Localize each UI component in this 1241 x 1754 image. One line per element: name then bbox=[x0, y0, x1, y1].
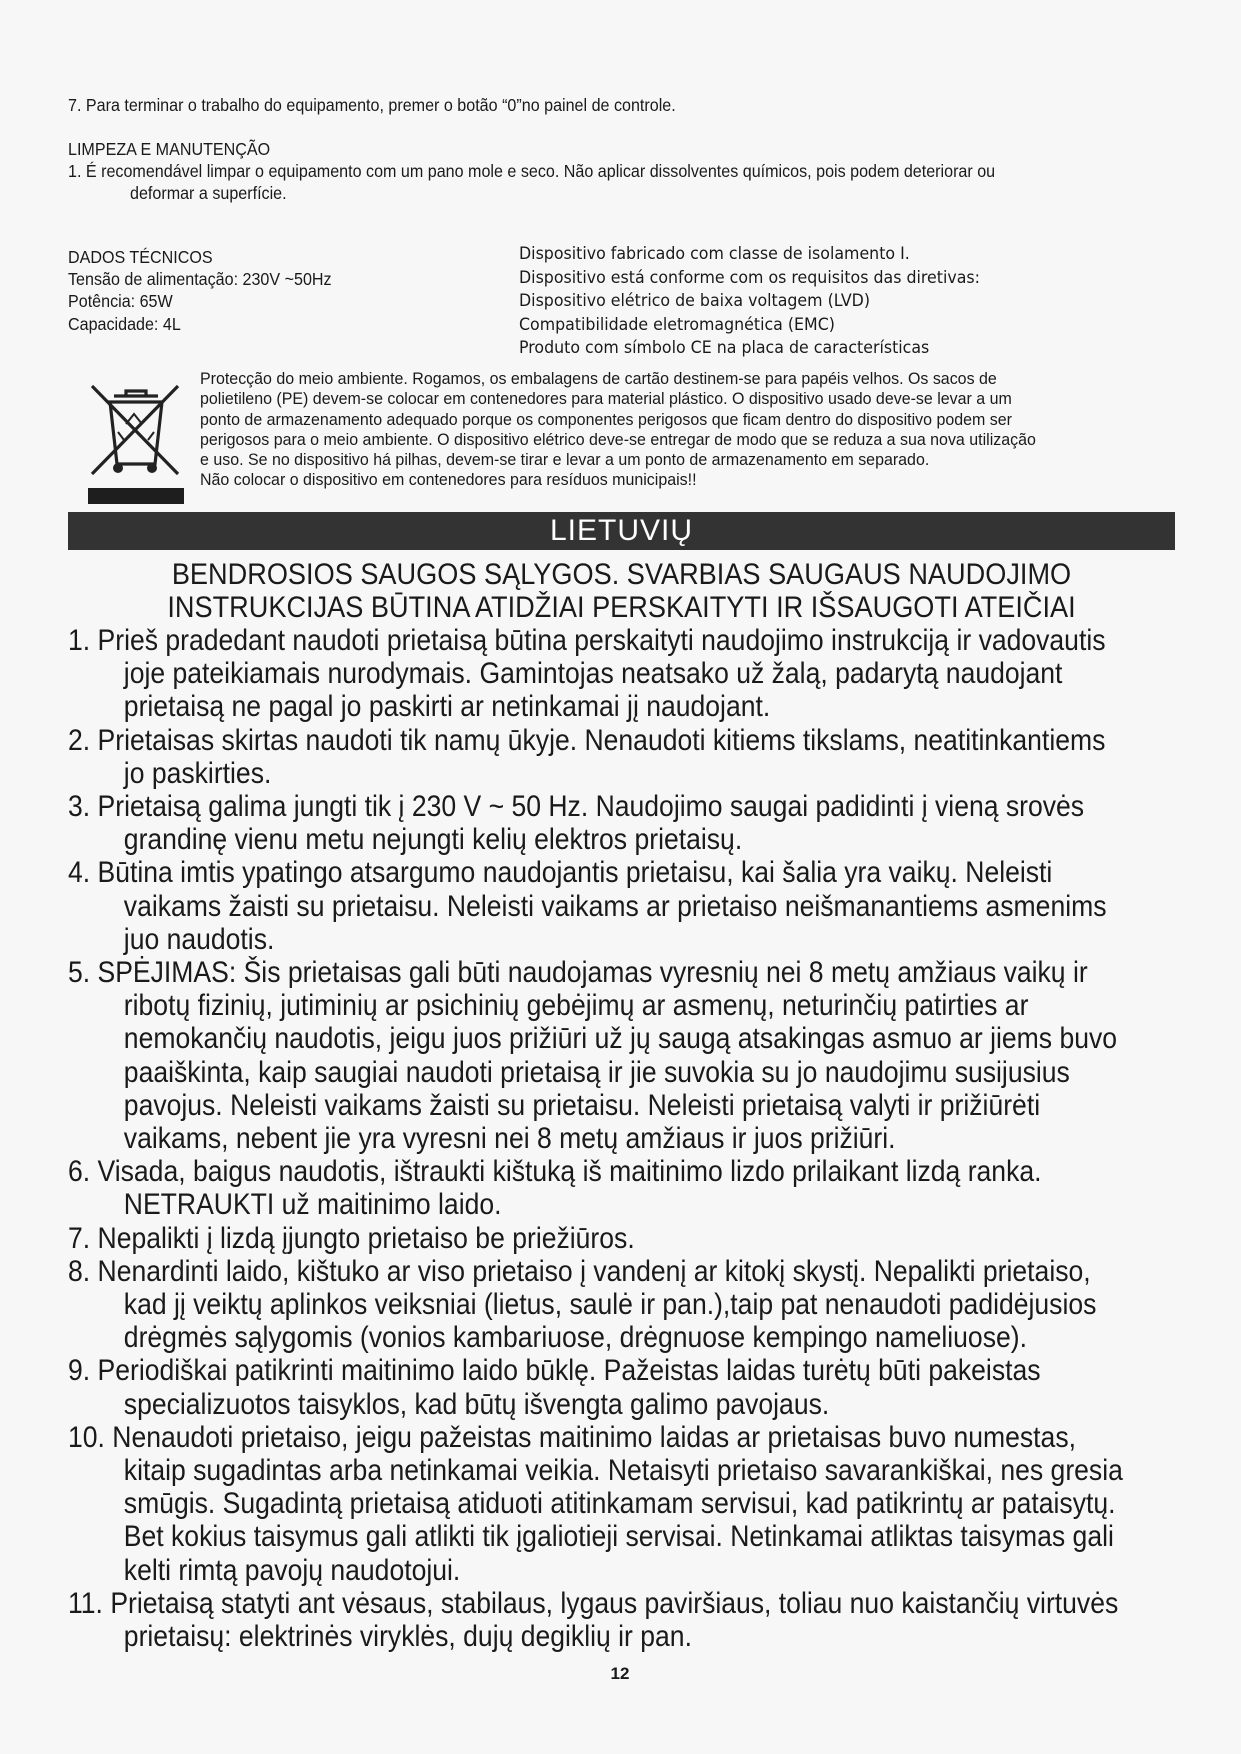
rule-continuation-line: vaikams, nebent jie yra vyresni nei 8 metų amžiaus ir juos prižiūri. bbox=[123, 1122, 896, 1156]
rule-continuation-line: paaiškinta, kaip saugiai naudoti prietaisą ir jie suvokia su jo naudojimu susijusius bbox=[123, 1055, 1070, 1089]
rule-continuation-line: juo naudotis. bbox=[123, 922, 275, 956]
safety-rule-1 bbox=[68, 624, 1106, 724]
rule-first-line: 11. Prietaisą statyti ant vėsaus, stabilaus, lygaus paviršiaus, toliau nuo kaistančių virtuvės bbox=[68, 1586, 1119, 1620]
certification-block bbox=[519, 243, 980, 361]
safety-rule-6 bbox=[68, 1155, 1085, 1221]
rule-first-line: 3. Prietaisą galima jungti tik į 230 V ~ 50 Hz. Naudojimo saugai padidinti į vieną srovės bbox=[68, 790, 1085, 824]
env-line: Não colocar o dispositivo em contenedores para resíduos municipais!! bbox=[200, 470, 697, 490]
environment-notice bbox=[200, 369, 1135, 491]
rule-first-line: 1. Prieš pradedant naudoti prietaisą būtina perskaityti naudojimo instrukciją ir vadovautis bbox=[68, 624, 1106, 657]
page-number: 12 bbox=[610, 1664, 630, 1683]
specs-title: DADOS TÉCNICOS bbox=[68, 247, 213, 267]
specs-capacity: Capacidade: 4L bbox=[68, 314, 181, 334]
heading-line: INSTRUKCIJAS BŪTINA ATIDŽIAI PERSKAITYTI IR IŠSAUGOTI ATEIČIAI bbox=[167, 591, 1076, 624]
env-line: Protecção do meio ambiente. Rogamos, os embalagens de cartão destinem-se para papéis velhos. Os sacos de bbox=[200, 369, 997, 388]
rule-continuation-line: nemokančių naudotis, jeigu juos prižiūri už jų saugą atsakingas asmuo ar jiems buvo bbox=[123, 1022, 1118, 1056]
rule-first-line: 4. Būtina imtis ypatingo atsargumo naudojantis prietaisu, kai šalia yra vaikų. Neleisti bbox=[68, 856, 1053, 890]
safety-rule-3 bbox=[68, 790, 1085, 856]
rule-continuation-line: kelti rimtą pavojų naudotojui. bbox=[123, 1553, 461, 1587]
rule-continuation-line: pavojus. Neleisti vaikams žaisti su prietaisu. Neleisti prietaisą valyti ir prižiūrėti bbox=[123, 1088, 1041, 1122]
rule-continuation-line: NETRAUKTI už maitinimo laido. bbox=[123, 1188, 502, 1222]
safety-rules-list bbox=[68, 624, 1198, 1653]
rule-first-line: 2. Prietaisas skirtas naudoti tik namų ūkyje. Nenaudoti kitiems tikslams, neatitinkantiems bbox=[68, 723, 1106, 757]
specs-power: Potência: 65W bbox=[68, 291, 173, 311]
rule-first-line: 5. SPĖJIMAS: Šis prietaisas gali būti naudojamas vyresnių nei 8 metų amžiaus vaikų ir bbox=[68, 956, 1088, 990]
safety-rule-8 bbox=[68, 1254, 1097, 1355]
safety-rule-7 bbox=[68, 1222, 1085, 1255]
rule-continuation-line: ribotų fizinių, jutiminių ar psichinių gebėjimų ar asmenų, neturinčių patirties ar bbox=[123, 989, 1029, 1023]
cert-line: Produto com símbolo CE na placa de características bbox=[519, 338, 930, 358]
safety-rule-9 bbox=[68, 1354, 1085, 1420]
cert-line: Compatibilidade eletromagnética (EMC) bbox=[519, 314, 835, 335]
rule-continuation-line: joje pateikiamais nurodymais. Gamintojas neatsako už žalą, padarytą naudojant bbox=[123, 657, 1063, 691]
cert-line: Dispositivo está conforme com os requisitos das diretivas: bbox=[519, 267, 980, 288]
rule-continuation-line: grandinę vienu metu nejungti kelių elektros prietaisų. bbox=[123, 823, 743, 857]
safety-heading bbox=[112, 558, 1130, 624]
rule-first-line: 9. Periodiškai patikrinti maitinimo laido būklę. Pažeistas laidas turėtų būti pakeistas bbox=[68, 1354, 1041, 1388]
env-line: ponto de armazenamento adequado porque os componentes perigosos que ficam dentro do dispositivo podem ser bbox=[200, 409, 1012, 429]
env-line: e uso. Se no dispositivo há pilhas, devem-se tirar e levar a um ponto de armazenamento em separado. bbox=[200, 450, 930, 470]
cert-line: Dispositivo fabricado com classe de isolamento I. bbox=[519, 244, 910, 264]
cert-line: Dispositivo elétrico de baixa voltagem (LVD) bbox=[519, 291, 870, 311]
env-line: perigosos para o meio ambiente. O dispositivo elétrico deve-se entregar de modo que se reduza a sua nova utilização bbox=[200, 429, 1036, 449]
safety-rule-2 bbox=[68, 723, 1106, 790]
specs-voltage: Tensão de alimentação: 230V ~50Hz bbox=[68, 269, 332, 289]
rule-continuation-line: vaikams žaisti su prietaisu. Neleisti vaikams ar prietaiso neišmanantiems asmenims bbox=[123, 889, 1107, 923]
cleaning-line-1: 1. É recomendável limpar o equipamento com um pano mole e seco. Não aplicar dissolventes químicos, pois podem deteriorar ou bbox=[68, 161, 996, 181]
rule-first-line: 6. Visada, baigus naudotis, ištraukti kištuką iš maitinimo lizdo prilaikant lizdą ranka. bbox=[68, 1155, 1042, 1189]
rule-continuation-line: smūgis. Sugadintą prietaisą atiduoti atitinkamam servisui, kad patikrintų ar pataisytų. bbox=[123, 1487, 1116, 1521]
rule-continuation-line: Bet kokius taisymus gali atlikti tik įgaliotieji servisai. Netinkamai atliktas taisymas gali bbox=[123, 1520, 1114, 1554]
safety-rule-10 bbox=[68, 1420, 1123, 1587]
rule-continuation-line: kitaip sugadintas arba netinkamai veikia. Netaisyti prietaiso savarankiškai, nes gresia bbox=[123, 1454, 1123, 1488]
env-line: polietileno (PE) devem-se colocar em contenedores para material plástico. O dispositivo usado deve-se levar a um bbox=[200, 389, 1012, 409]
language-banner: LIETUVIŲ bbox=[68, 512, 1175, 550]
safety-rule-4 bbox=[68, 856, 1107, 956]
cleaning-title: LIMPEZA E MANUTENÇÃO bbox=[68, 139, 271, 159]
rule-continuation-line: kad jį veiktų aplinkos veiksniai (lietus, saulė ir pan.),taip pat nenaudoti padidėjusios bbox=[123, 1288, 1097, 1322]
rule-first-line: 7. Nepalikti į lizdą įjungto prietaiso be priežiūros. bbox=[68, 1221, 635, 1255]
heading-line: BENDROSIOS SAUGOS SĄLYGOS. SVARBIAS SAUGAUS NAUDOJIMO bbox=[171, 558, 1072, 591]
step-7-text: 7. Para terminar o trabalho do equipamento, premer o botão “0”no painel de controle. bbox=[68, 95, 676, 115]
weee-crossed-bin-icon bbox=[88, 382, 184, 504]
rule-first-line: 8. Nenardinti laido, kištuko ar viso prietaiso į vandenį ar kitokį skystį. Nepalikti prietaiso, bbox=[68, 1254, 1091, 1288]
rule-continuation-line: jo paskirties. bbox=[123, 756, 272, 790]
rule-first-line: 10. Nenaudoti prietaiso, jeigu pažeistas maitinimo laidas ar prietaisas buvo numestas, bbox=[68, 1420, 1076, 1454]
rule-continuation-line: prietaisų: elektrinės viryklės, dujų degiklių ir pan. bbox=[123, 1620, 692, 1654]
safety-rule-11 bbox=[68, 1586, 1119, 1654]
rule-continuation-line: specializuotos taisyklos, kad būtų išvengta galimo pavojaus. bbox=[123, 1387, 830, 1421]
cleaning-line-2: deformar a superfície. bbox=[130, 183, 287, 203]
rule-continuation-line: prietaisą ne pagal jo paskirti ar netinkamai jį naudojant. bbox=[123, 690, 771, 724]
safety-rule-5 bbox=[68, 956, 1118, 1156]
rule-continuation-line: drėgmės sąlygomis (vonios kambariuose, drėgnuose kempingo nameliuose). bbox=[123, 1321, 1027, 1355]
